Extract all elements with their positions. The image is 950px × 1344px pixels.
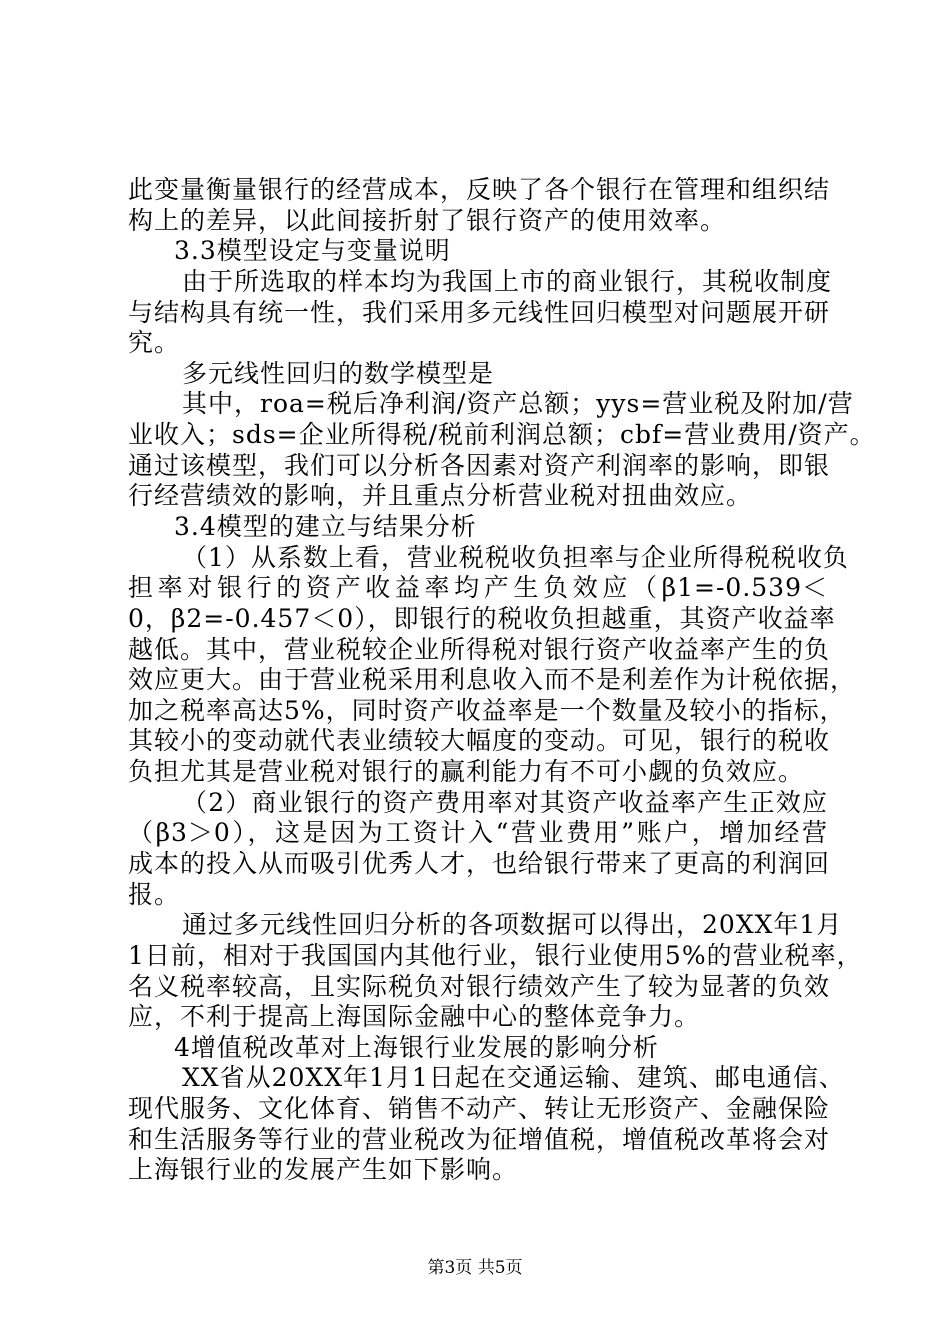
text-line: 0，β2=-0.457＜0），即银行的税收负担越重，其资产收益率 xyxy=(128,604,836,633)
text-line: 加之税率高达5%，同时资产收益率是一个数量及较小的指标， xyxy=(128,696,846,725)
text-line: 其中，roa=税后净利润/资产总额；yys=营业税及附加/营 xyxy=(182,389,854,418)
section-heading: 3.3模型设定与变量说明 xyxy=(174,236,451,265)
text-line: 其较小的变动就代表业绩较大幅度的变动。可见，银行的税收 xyxy=(128,726,831,755)
text-line: 报。 xyxy=(128,880,181,909)
text-line: 与结构具有统一性，我们采用多元线性回归模型对问题展开研 xyxy=(128,298,831,327)
text-line: XX省从20XX年1月1日起在交通运输、建筑、邮电通信、 xyxy=(182,1063,845,1092)
text-line: 越低。其中，营业税较企业所得税对银行资产收益率产生的负 xyxy=(128,635,831,664)
text-line: （β3＞0），这是因为工资计入“营业费用”账户，增加经营 xyxy=(128,818,828,847)
text-line: 成本的投入从而吸引优秀人才，也给银行带来了更高的利润回 xyxy=(128,849,831,878)
text-line: 和生活服务等行业的营业税改为征增值税，增值税改革将会对 xyxy=(128,1125,831,1154)
text-line: 效应更大。由于营业税采用利息收入而不是利差作为计税依据， xyxy=(128,665,857,694)
text-line: 1日前，相对于我国国内其他行业，银行业使用5%的营业税率， xyxy=(128,941,863,970)
text-line: 由于所选取的样本均为我国上市的商业银行，其税收制度 xyxy=(182,267,833,296)
text-line: 应，不利于提高上海国际金融中心的整体竞争力。 xyxy=(128,1002,701,1031)
text-line: 究。 xyxy=(128,328,181,357)
text-line: 上海银行业的发展产生如下影响。 xyxy=(128,1155,519,1184)
text-line: 通过多元线性回归分析的各项数据可以得出，20XX年1月 xyxy=(182,910,843,939)
text-line: （1）从系数上看，营业税税收负担率与企业所得税税收负 xyxy=(182,543,849,572)
text-line: （2）商业银行的资产费用率对其资产收益率产生正效应 xyxy=(182,788,828,817)
text-line: 此变量衡量银行的经营成本，反映了各个银行在管理和组织结 xyxy=(128,175,831,204)
text-line: 名义税率较高，且实际税负对银行绩效产生了较为显著的负效 xyxy=(128,972,831,1001)
text-line: 行经营绩效的影响，并且重点分析营业税对扭曲效应。 xyxy=(128,481,753,510)
text-line: 负担尤其是营业税对银行的赢利能力有不可小觑的负效应。 xyxy=(128,757,805,786)
section-heading: 3.4模型的建立与结果分析 xyxy=(174,512,477,541)
text-line: 现代服务、文化体育、销售不动产、转让无形资产、金融保险 xyxy=(128,1094,831,1123)
text-line: 通过该模型，我们可以分析各因素对资产利润率的影响，即银 xyxy=(128,451,831,480)
text-line: 多元线性回归的数学模型是 xyxy=(182,359,495,388)
section-heading: 4增值税改革对上海银行业发展的影响分析 xyxy=(174,1033,659,1062)
text-line: 担率对银行的资产收益率均产生负效应（β1=-0.539＜ xyxy=(128,573,828,602)
page-footer: 第3页 共5页 xyxy=(427,1258,523,1278)
text-line: 业收入；sds=企业所得税/税前利润总额；cbf=营业费用/资产。 xyxy=(128,420,876,449)
text-line: 构上的差异，以此间接折射了银行资产的使用效率。 xyxy=(128,206,727,235)
